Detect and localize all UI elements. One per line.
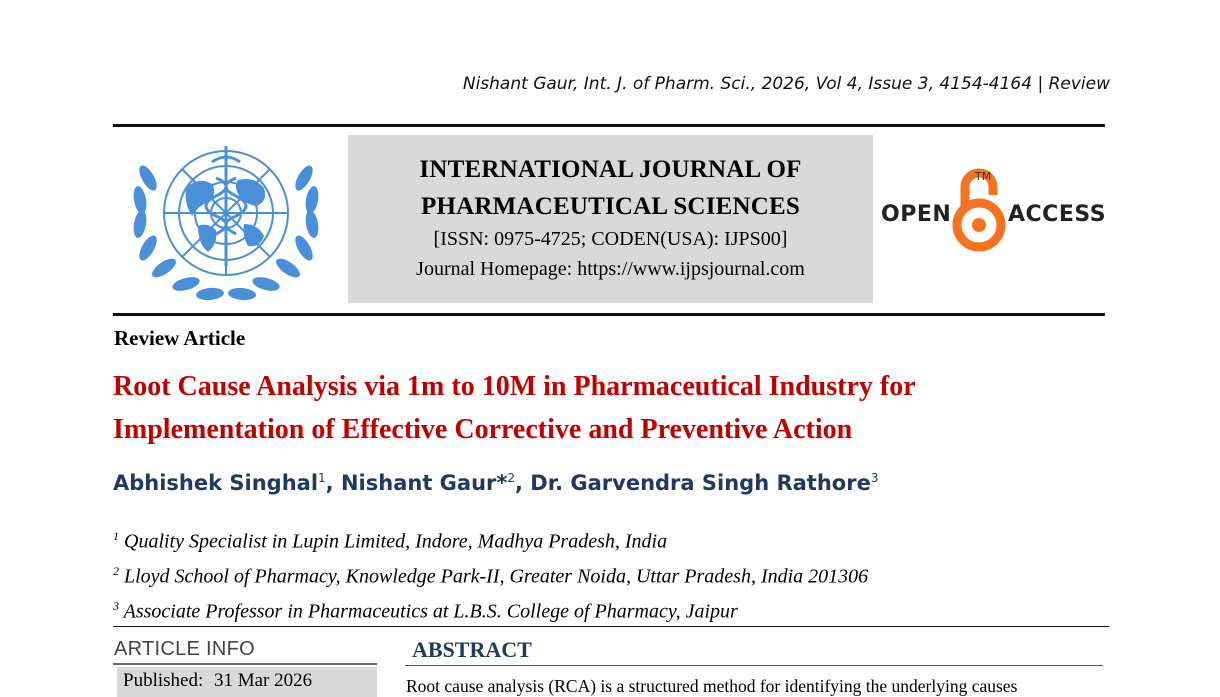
header-top-rule	[113, 124, 1105, 127]
affiliation-item	[113, 592, 868, 627]
abstract-text: Root cause analysis (RCA) is a structured method for identifying the underlying causes	[406, 676, 1018, 696]
article-info-rule	[113, 663, 377, 665]
affiliation-item	[113, 557, 868, 592]
affiliation-text: Lloyd School of Pharmacy, Knowledge Park-II, Greater Noida, Uttar Pradesh, India 201306	[124, 565, 869, 588]
article-info-heading: ARTICLE INFO	[114, 638, 256, 660]
author-affiliation-mark: 2	[507, 471, 515, 485]
journal-issn: [ISSN: 0975-4725; CODEN(USA): IJPS00]	[433, 228, 788, 250]
open-access-logo	[878, 165, 1108, 253]
affiliation-text: Quality Specialist in Lupin Limited, Indore, Madhya Pradesh, India	[124, 530, 668, 553]
section-divider	[113, 626, 1109, 627]
author-name: Nishant Gaur*	[340, 471, 508, 495]
published-date: 31 Mar 2026	[213, 670, 313, 691]
author-name: Abhishek Singhal	[113, 471, 319, 495]
journal-name	[348, 151, 873, 225]
article-type: Review Article	[114, 326, 246, 350]
author-affiliation-mark: 3	[870, 471, 879, 485]
journal-citation: Nishant Gaur, Int. J. of Pharm. Sci., 2026, Vol 4, Issue 3, 4154-4164 | Review	[462, 74, 1110, 94]
header-bottom-rule	[113, 313, 1105, 316]
abstract-rule	[405, 665, 1103, 666]
abstract-heading: ABSTRACT	[412, 637, 532, 662]
article-title: Root Cause Analysis via 1m to 10M in Pharmaceutical Industry for Implementation of Effective Corrective and Preventive Action	[113, 371, 916, 445]
open-access-tm: TM	[975, 170, 992, 183]
journal-homepage: Journal Homepage: https://www.ijpsjournal.com	[416, 258, 805, 280]
journal-logo-icon	[126, 138, 326, 308]
affiliation-list	[113, 522, 868, 627]
open-access-access-text: ACCESS	[1008, 202, 1107, 227]
affiliation-number: 2	[113, 564, 119, 579]
open-access-open-text: OPEN	[881, 202, 952, 227]
affiliation-item	[113, 522, 868, 557]
published-date-row	[117, 667, 377, 697]
affiliation-number: 3	[113, 599, 119, 614]
published-label: Published:	[123, 670, 204, 691]
author-list: Abhishek Singhal$^1$, Nishant Gaur*$^2$, Dr. Garvendra Singh Rathore$^3$	[113, 471, 879, 495]
journal-name-line1: INTERNATIONAL JOURNAL OF	[419, 156, 802, 183]
journal-masthead	[348, 135, 873, 303]
author-name: Dr. Garvendra Singh Rathore	[530, 471, 871, 495]
affiliation-text: Associate Professor in Pharmaceutics at L.B.S. College of Pharmacy, Jaipur	[123, 600, 738, 623]
journal-name-line2: PHARMACEUTICAL SCIENCES	[421, 193, 800, 220]
author-affiliation-mark: 1	[318, 471, 326, 485]
affiliation-number: 1	[113, 529, 119, 543]
